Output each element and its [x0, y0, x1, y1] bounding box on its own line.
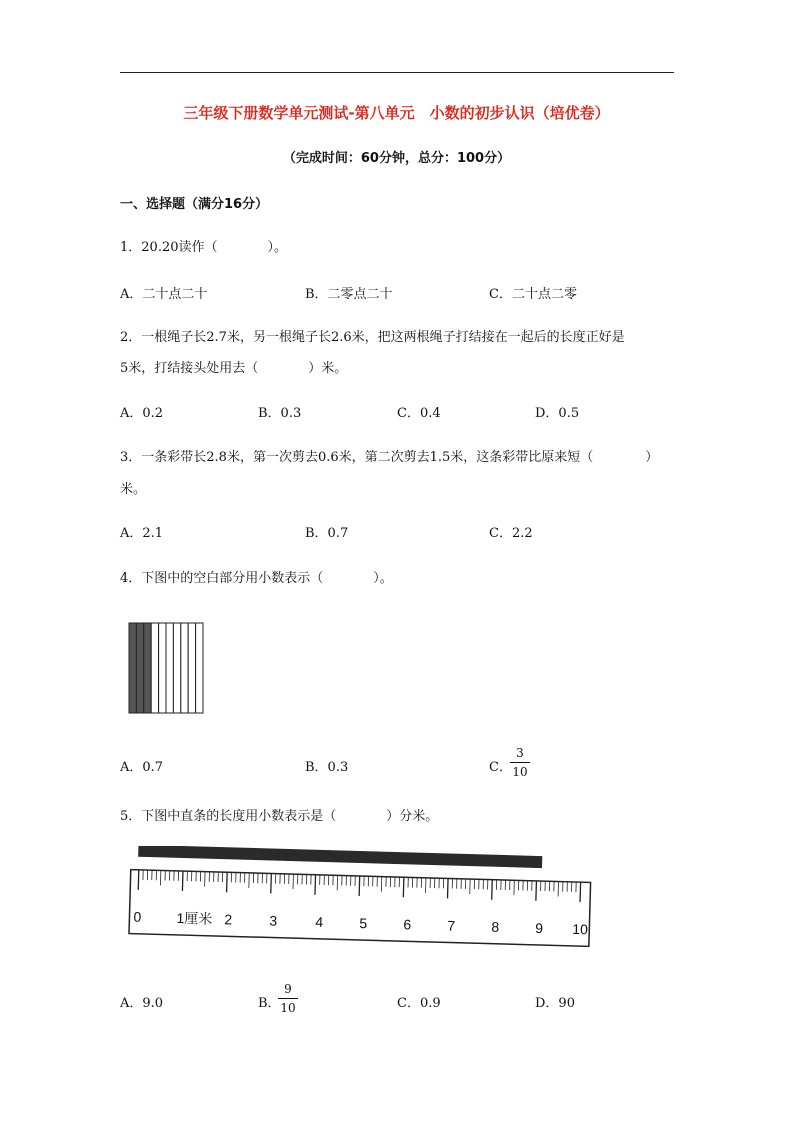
q2-option-c: C．0.4: [397, 406, 441, 421]
ruler-tick: [315, 875, 316, 895]
ruler-tick: [359, 876, 360, 896]
q5-option-b-fraction: [278, 982, 298, 1015]
q4-option-c: C．: [489, 760, 512, 775]
ruler-tick: [138, 870, 139, 890]
question-4-text: 4．下图中的空白部分用小数表示（: [120, 571, 324, 586]
q5-option-b: B．: [258, 996, 281, 1011]
grid-column-blank: [166, 623, 173, 713]
grid-column-shaded: [136, 623, 143, 713]
question-1-stem: [120, 236, 287, 255]
ruler-number-4: 4: [315, 913, 324, 930]
ruler-tick: [227, 872, 228, 892]
question-3-text: 3．一条彩带长2.8米，第一次剪去0.6米，第二次剪去1.5米，这条彩带比原来短（: [120, 450, 594, 465]
grid-column-blank: [196, 623, 203, 713]
q5-option-a: A．9.0: [120, 996, 164, 1011]
fraction-bar: [510, 762, 530, 763]
q3-option-a: A．2.1: [120, 526, 164, 541]
question-2-line2: [120, 357, 347, 376]
decimal-grid-figure: [128, 622, 204, 714]
fraction-bar: [278, 998, 298, 999]
ruler-number-0: 0: [133, 908, 142, 925]
page-title: 三年级下册数学单元测试-第八单元 小数的初步认识（培优卷）: [183, 104, 610, 122]
question-3-line2: 米。: [120, 482, 147, 497]
top-rule: [120, 72, 674, 73]
ruler-tick: [580, 882, 581, 902]
ruler-tick: [403, 877, 404, 897]
question-5-stem: [120, 805, 438, 824]
question-3-text-end: ）: [645, 450, 659, 465]
q3-option-c: C．2.2: [489, 526, 533, 541]
page-subtitle: （完成时间：60分钟，总分：100分）: [282, 151, 511, 166]
q2-option-a: A．0.2: [120, 406, 164, 421]
question-4-text-end: ）。: [373, 571, 393, 586]
grid-column-blank: [188, 623, 195, 713]
ruler-number-7: 7: [447, 917, 456, 934]
question-2-text-end: ）米。: [308, 361, 348, 376]
ruler-tick: [492, 880, 493, 900]
section-heading: 一、选择题（满分16分）: [120, 197, 269, 212]
question-5-text-end: ）分米。: [386, 809, 439, 824]
grid-column-blank: [159, 623, 166, 713]
fraction-denominator: 10: [512, 765, 528, 779]
fraction-denominator: 10: [280, 1001, 296, 1015]
question-5-text: 5．下图中直条的长度用小数表示是（: [120, 809, 337, 824]
q1-option-b: B．二零点二十: [305, 287, 393, 302]
q5-option-d: D．90: [535, 996, 575, 1011]
q2-option-d: D．0.5: [535, 406, 580, 421]
question-2-text: 5米，打结接头处用去（: [120, 361, 259, 376]
grid-column-shaded: [144, 623, 151, 713]
question-1-text: 1．20.20读作（: [120, 240, 218, 255]
ruler-number-2: 2: [224, 911, 233, 928]
question-2-line1: 2．一根绳子长2.7米，另一根绳子长2.6米，把这两根绳子打结接在一起后的长度正好是: [120, 330, 625, 345]
ruler-tick: [448, 878, 449, 898]
q1-option-a: A．二十点二十: [120, 287, 208, 302]
grid-column-blank: [173, 623, 180, 713]
ruler-tick: [536, 881, 537, 901]
q4-option-c-fraction: [510, 746, 530, 779]
ruler-number-8: 8: [491, 918, 500, 935]
grid-column-blank: [151, 623, 158, 713]
ruler-number-10: 10: [572, 920, 589, 938]
question-4-stem: [120, 567, 393, 586]
ruler-label-1cm: 1厘米: [176, 909, 213, 927]
q3-option-b: B．0.7: [305, 526, 349, 541]
ruler-number-3: 3: [269, 912, 278, 929]
ruler-number-9: 9: [535, 919, 544, 937]
ruler-tick: [271, 874, 272, 894]
q4-option-a: A．0.7: [120, 760, 164, 775]
ruler-figure: [120, 846, 600, 956]
ruler-tick: [182, 871, 183, 891]
ruler-number-6: 6: [403, 916, 412, 933]
ruler-number-5: 5: [359, 914, 368, 932]
q1-option-c: C．二十点二零: [489, 287, 577, 302]
fraction-numerator: 9: [284, 982, 292, 996]
question-3-line1: [120, 446, 658, 465]
q5-option-c: C．0.9: [397, 996, 441, 1011]
question-1-text-end: ）。: [267, 240, 288, 255]
q2-option-b: B．0.3: [258, 406, 302, 421]
grid-column-shaded: [129, 623, 136, 713]
fraction-numerator: 3: [516, 746, 524, 760]
grid-column-blank: [181, 623, 188, 713]
measured-bar: [138, 846, 542, 868]
q4-option-b: B．0.3: [305, 760, 349, 775]
